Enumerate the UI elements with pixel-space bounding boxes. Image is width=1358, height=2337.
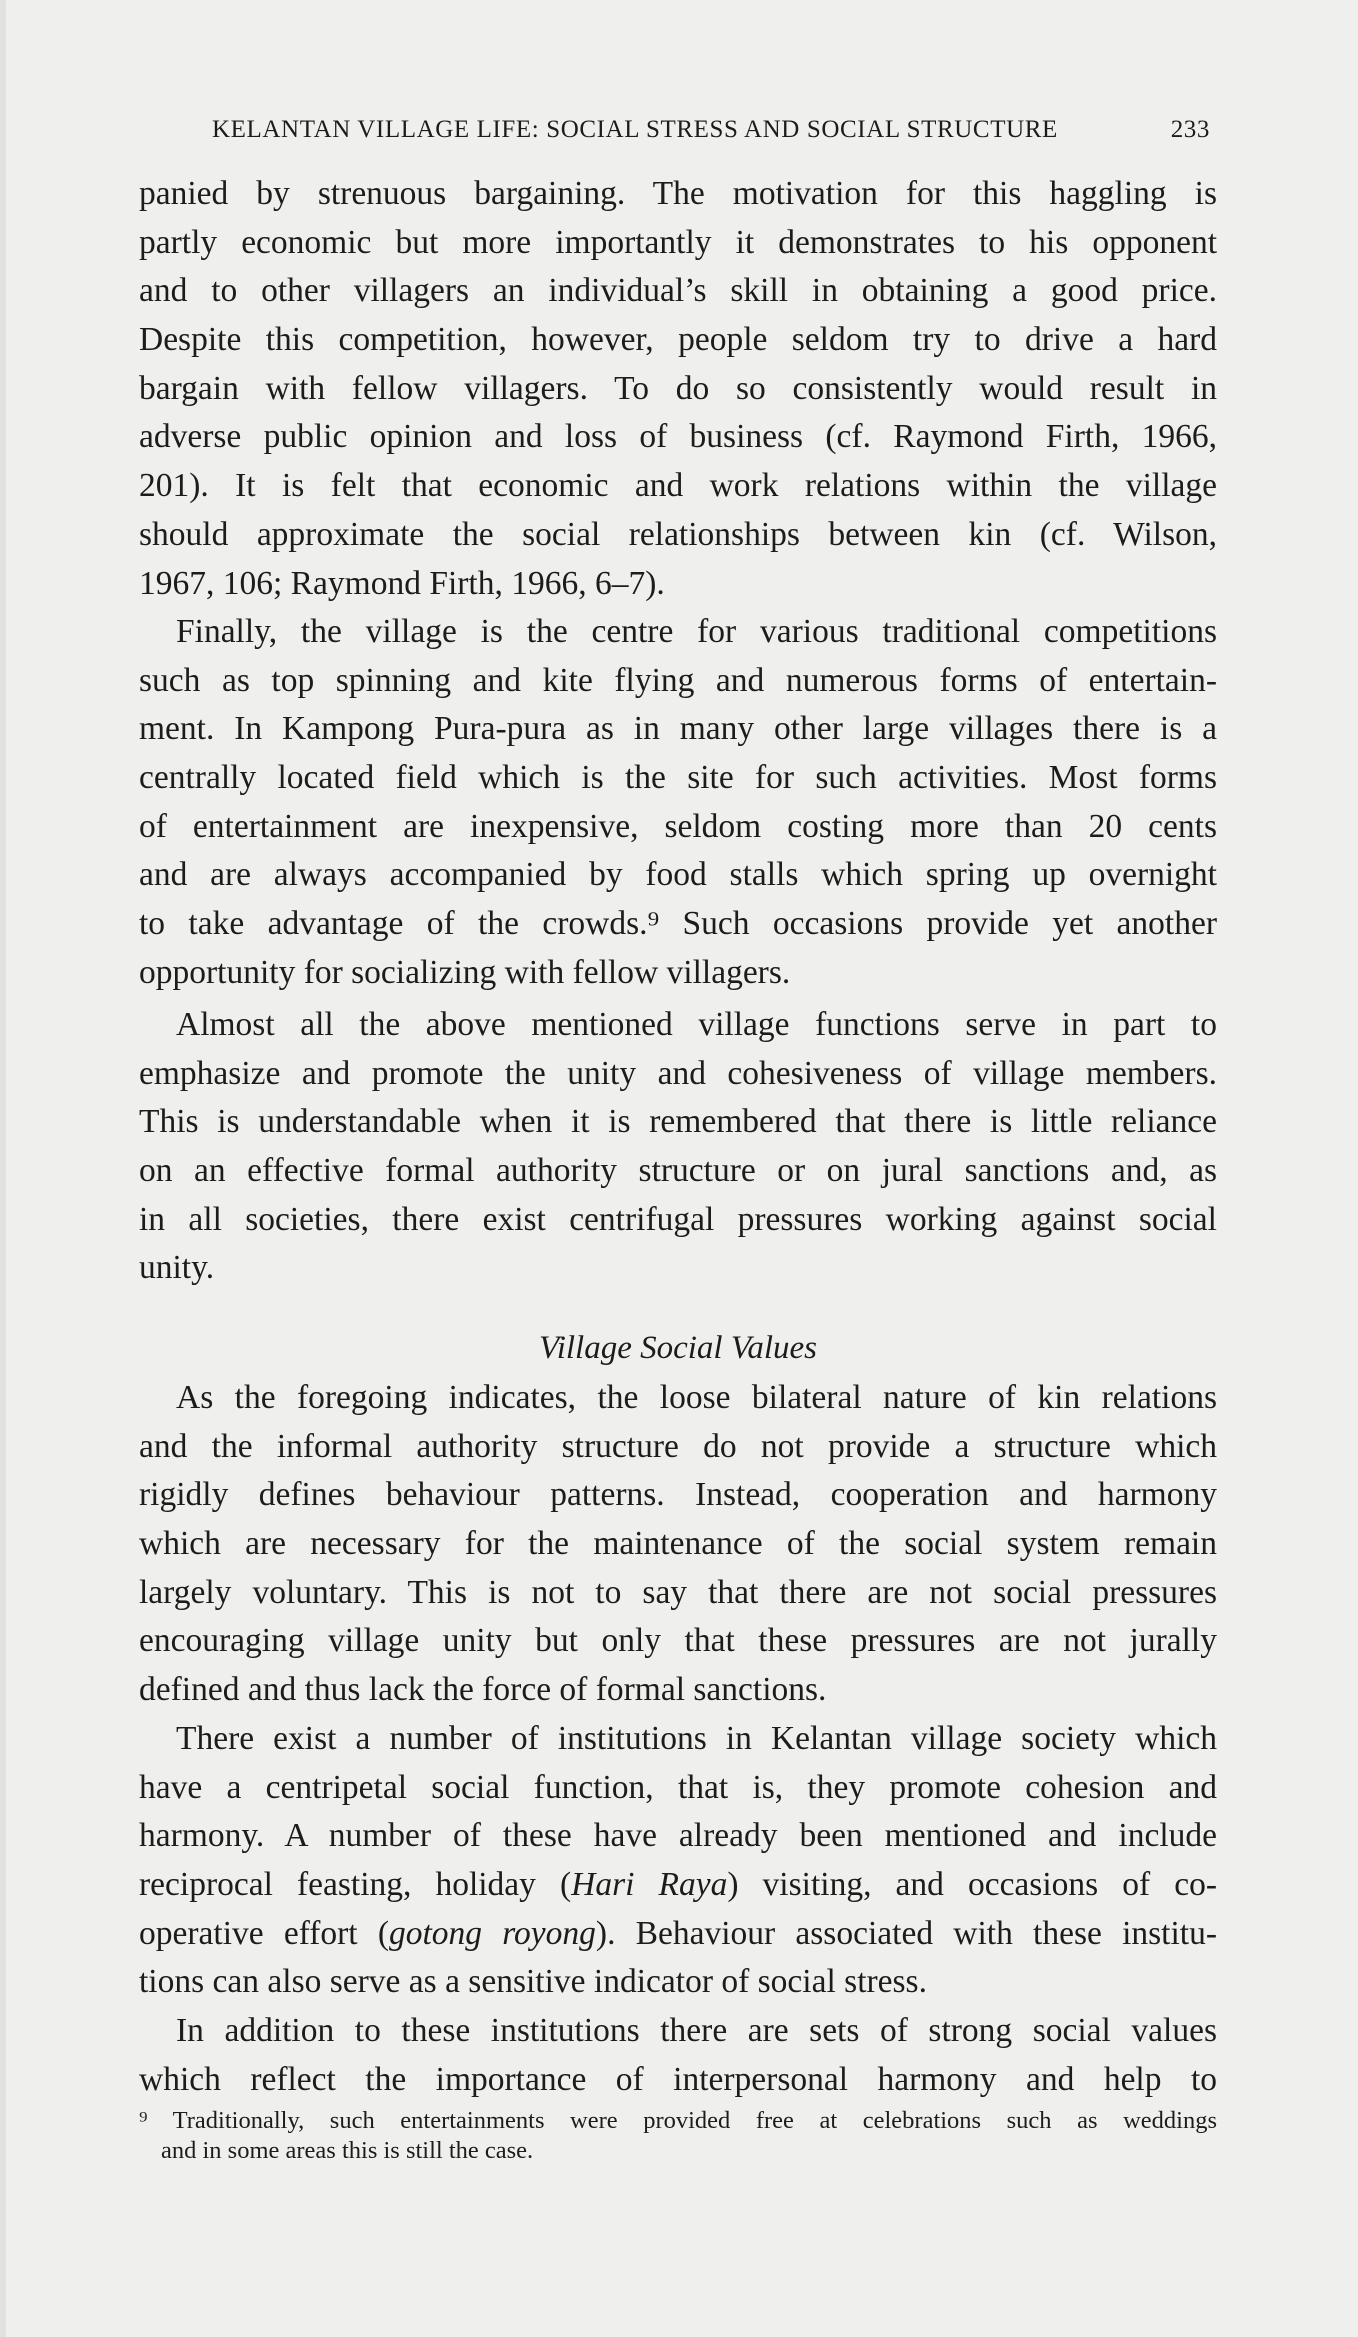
text-line: should approximate the social relationships between kin (cf. Wilson, — [139, 515, 1217, 553]
footnote — [139, 2106, 1217, 2166]
text-line: panied by strenuous bargaining. The motivation for this haggling is — [139, 175, 1217, 212]
text-line: and to other villagers an individual’s skill in obtaining a good price. — [139, 272, 1217, 310]
text-line: Finally, the village is the centre for various traditional competitions — [176, 613, 1217, 650]
text-line: Despite this competition, however, people seldom try to drive a hard — [139, 321, 1217, 359]
text-line: There exist a number of institutions in Kelantan village society which — [176, 1720, 1217, 1757]
text-line: on an effective formal authority structure or on jural sanctions and, as — [139, 1152, 1217, 1190]
running-header — [212, 110, 1210, 150]
text-line: 201). It is felt that economic and work relations within the village — [139, 467, 1217, 505]
text-line: ment. In Kampong Pura-pura as in many other large villages there is a — [139, 710, 1217, 748]
paragraph — [139, 1001, 1217, 1293]
text-line: centrally located field which is the site for such activities. Most forms — [139, 759, 1217, 797]
text-line: rigidly defines behaviour patterns. Instead, cooperation and harmony — [139, 1476, 1217, 1514]
section-heading: Village Social Values — [538, 1330, 817, 1366]
text-line: operative effort (gotong royong). Behaviour associated with these institu- — [139, 1914, 1217, 1952]
text-line: and are always accompanied by food stalls which spring up overnight — [139, 856, 1217, 894]
text-line: reciprocal feasting, holiday (Hari Raya) visiting, and occasions of co- — [139, 1866, 1217, 1904]
text-line: which reflect the importance of interpersonal harmony and help to — [139, 2060, 1217, 2098]
paragraph — [139, 608, 1217, 998]
text-line: and the informal authority structure do not provide a structure which — [139, 1427, 1217, 1465]
text-line: In addition to these institutions there are sets of strong social values — [176, 2012, 1217, 2049]
paragraph — [139, 1715, 1217, 2007]
text-line: 1967, 106; Raymond Firth, 1966, 6–7). — [139, 564, 665, 602]
text-line: emphasize and promote the unity and cohesiveness of village members. — [139, 1054, 1217, 1092]
text-line: which are necessary for the maintenance of the social system remain — [139, 1525, 1217, 1563]
running-title: KELANTAN VILLAGE LIFE: SOCIAL STRESS AND SOCIAL STRUCTURE — [212, 116, 1058, 143]
text-line: As the foregoing indicates, the loose bilateral nature of kin relations — [176, 1379, 1217, 1416]
text-line: tions can also serve as a sensitive indicator of social stress. — [139, 1963, 927, 2001]
text-line: Almost all the above mentioned village functions serve in part to — [176, 1006, 1217, 1043]
text-line: largely voluntary. This is not to say that there are not social pressures — [139, 1573, 1217, 1611]
text-line: such as top spinning and kite flying and numerous forms of entertain- — [139, 661, 1217, 699]
text-line: harmony. A number of these have already been mentioned and include — [139, 1817, 1217, 1855]
paragraph — [139, 2007, 1217, 2104]
paragraph — [139, 1374, 1217, 1715]
text-line: This is understandable when it is remembered that there is little reliance — [139, 1103, 1217, 1141]
text-line: of entertainment are inexpensive, seldom costing more than 20 cents — [139, 807, 1217, 845]
text-line: in all societies, there exist centrifugal pressures working against social — [139, 1200, 1217, 1238]
page-edge — [0, 0, 6, 2337]
text-line: defined and thus lack the force of formal sanctions. — [139, 1671, 827, 1709]
text-line: partly economic but more importantly it demonstrates to his opponent — [139, 223, 1217, 261]
page-number: 233 — [1170, 116, 1210, 143]
text-line: unity. — [139, 1249, 215, 1287]
text-line: opportunity for socializing with fellow villagers. — [139, 953, 791, 991]
footnote-line: ⁹ Traditionally, such entertainments were provided free at celebrations such as weddings — [139, 2107, 1217, 2134]
text-line: encouraging village unity but only that these pressures are not jurally — [139, 1622, 1217, 1660]
text-line: adverse public opinion and loss of business (cf. Raymond Firth, 1966, — [139, 418, 1217, 456]
text-line: have a centripetal social function, that is, they promote cohesion and — [139, 1768, 1217, 1806]
text-line: to take advantage of the crowds.⁹ Such occasions provide yet another — [139, 905, 1217, 943]
text-line: bargain with fellow villagers. To do so consistently would result in — [139, 369, 1217, 407]
footnote-line: and in some areas this is still the case. — [161, 2137, 534, 2164]
paragraph — [139, 170, 1217, 608]
